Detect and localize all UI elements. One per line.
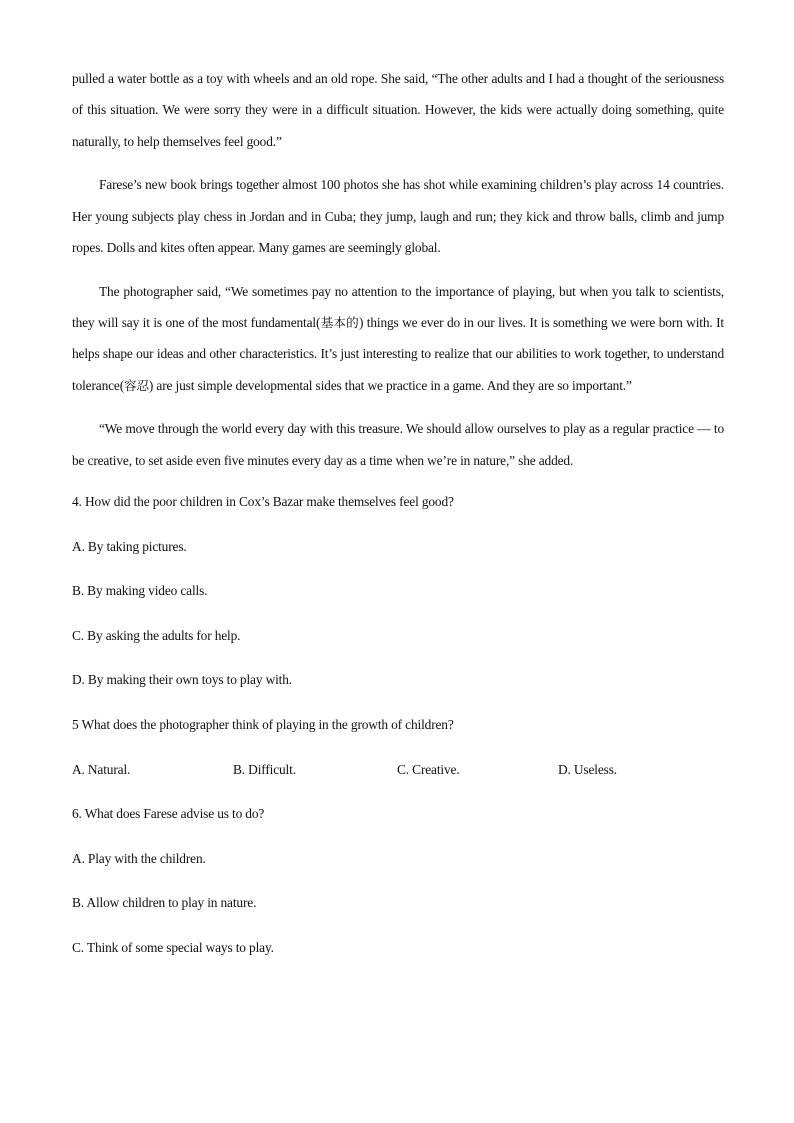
passage-paragraph-3-part-b: ) things we ever do in our lives. It is something we were born with. It helps shape our ideas and other characteristics. It’s just interesting to realize that our abilities to work together, to understand tolerance( bbox=[72, 315, 724, 393]
question-4-option-a: A. By taking pictures. bbox=[72, 538, 187, 554]
passage-paragraph-3-part-a: The photographer said, “We sometimes pay no attention to the importance of playing, but when you talk to scientists, they will say it is one of the most fundamental( bbox=[72, 283, 724, 331]
passage-paragraph-3 bbox=[72, 276, 724, 401]
question-4-option-d: D. By making their own toys to play with. bbox=[72, 672, 292, 688]
question-4-option-c: C. By asking the adults for help. bbox=[72, 627, 241, 643]
question-5-options bbox=[72, 760, 724, 780]
question-4-stem: 4. How did the poor children in Cox’s Bazar make themselves feel good? bbox=[72, 494, 454, 510]
question-5-option-d: D. Useless. bbox=[558, 761, 617, 777]
passage-paragraph-1: pulled a water bottle as a toy with wheels and an old rope. She said, “The other adults and I had a thought of the seriousness of this situation. We were sorry they were in a difficult situation. However, the kids were actually doing something, quite naturally, to help themselves feel good.” bbox=[72, 71, 724, 149]
passage-paragraph-3-part-c: ) are just simple developmental sides that we practice in a game. And they are so important.” bbox=[148, 377, 632, 393]
question-5-option-c: C. Creative. bbox=[397, 761, 460, 777]
question-5-option-a: A. Natural. bbox=[72, 761, 131, 777]
question-6-option-a: A. Play with the children. bbox=[72, 850, 206, 866]
question-6-option-c: C. Think of some special ways to play. bbox=[72, 940, 274, 955]
question-6-option-b: B. Allow children to play in nature. bbox=[72, 895, 257, 911]
question-6-stem: 6. What does Farese advise us to do? bbox=[72, 806, 265, 822]
question-5-option-b: B. Difficult. bbox=[233, 761, 296, 777]
passage-paragraph-4: “We move through the world every day with this treasure. We should allow ourselves to play as a regular practice — to be creative, to set aside even five minutes every day as a time when we’re in nature,” she added. bbox=[72, 421, 724, 468]
passage-paragraph-2: Farese’s new book brings together almost 100 photos she has shot while examining children’s play across 14 countries. Her young subjects play chess in Jordan and in Cuba; they jump, laugh and run; they kick and throw balls, climb and jump ropes. Dolls and kites often appear. Many games are seemingly global. bbox=[72, 177, 724, 255]
chinese-gloss-tolerance: 容忍 bbox=[124, 377, 149, 393]
chinese-gloss-fundamental: 基本的 bbox=[320, 315, 359, 331]
document-page bbox=[72, 63, 724, 983]
question-5-stem: 5 What does the photographer think of playing in the growth of children? bbox=[72, 717, 454, 733]
question-4-option-b: B. By making video calls. bbox=[72, 583, 208, 599]
